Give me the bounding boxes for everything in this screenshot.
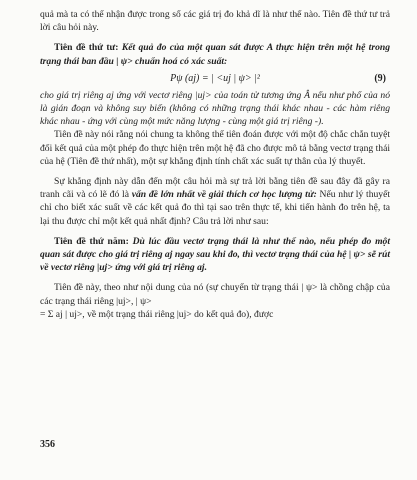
probability-formula (40, 71, 390, 87)
axiom-4-paragraph (40, 41, 390, 67)
axiom-4-statement: Kết quả đo của một quan sát được A thực hiện trên một hệ trong trạng thái ban đầu | ψ> chuẩn hoá có xác suất: (40, 42, 391, 67)
para2-text: Tiên đề này nói rằng nói chung ta không thể tiên đoán được với một độ chắc chắn tuyệt đối kết quả của một phép đo thực hiện trên một hệ đã cho được mô tả bằng vectơ trạng thái của hệ (Tiên đề thứ nhất), một sự khẳng định tính chất xác suất tự thân của lý thuyết. (40, 129, 390, 167)
axiom-4-label: Tiên đề thứ tư: (54, 42, 119, 54)
para3-text-b: Nếu như lý thuyết chỉ cho biết xác suất về các kết quả đo thì tại sao trên thực tế, khi tiến hành đo trên hệ, ta lại thu được chỉ một kết quả nhất định? Câu trả lời như sau: (40, 189, 391, 227)
paragraph-state-reduction-sum (40, 308, 390, 321)
axiom-5-paragraph (40, 235, 390, 275)
paragraph-probabilistic-nature (40, 128, 390, 168)
paragraph-state-reduction (40, 281, 390, 307)
page-body (40, 8, 390, 321)
formula-text: Pψ (aj) = | <uj | ψ> |² (170, 72, 260, 84)
para4-text-b: = Σ aj | uj>, về một trạng thái riêng |uj> do kết quả đo), được (40, 308, 274, 320)
page-number: 356 (40, 439, 55, 450)
para4-text-a: Tiên đề này, theo như nội dung của nó (sự chuyển từ trạng thái | ψ> là chồng chập của các trạng thái riêng |uj>, | ψ> (40, 282, 390, 307)
axiom-5-statement: Dù lúc đầu vectơ trạng thái là như thế nào, nếu phép đo một quan sát được cho giá trị riêng aj ngay sau khi đo, thì vectơ trạng thái của hệ | ψ> sẽ rút về vectơ riêng |uj> ứng với giá trị riêng aj. (40, 235, 390, 274)
equation-number: (9) (374, 72, 386, 84)
para3-emphasis: vấn đề lớn nhất về giải thích cơ học lượng tử: (131, 189, 317, 201)
axiom-4-continuation: cho giá trị riêng aj ứng với vectơ riêng |uj> của toán tử tương ứng Â nếu như phổ của nó là gián đoạn và không suy biến (không có những trạng thái khác nhau - các hàm riêng khác nhau - ứng với cùng một mức năng lượng - cùng một giá trị riêng -). (40, 89, 390, 128)
para3-text-a: Sự khẳng định này dẫn đến một câu hỏi mà sự trả lời bằng tiên đề sau đây đã gây ra tranh cãi và có lẽ đó là (40, 176, 390, 201)
intro-paragraph: quả mà ta có thể nhận được trong số các giá trị đo khả dĩ là như thế nào. Tiên đề thứ tư trả lời câu hỏi này. (40, 9, 390, 34)
axiom-5-label: Tiên đề thứ năm: (54, 235, 129, 247)
paragraph-measurement-question (40, 175, 390, 228)
